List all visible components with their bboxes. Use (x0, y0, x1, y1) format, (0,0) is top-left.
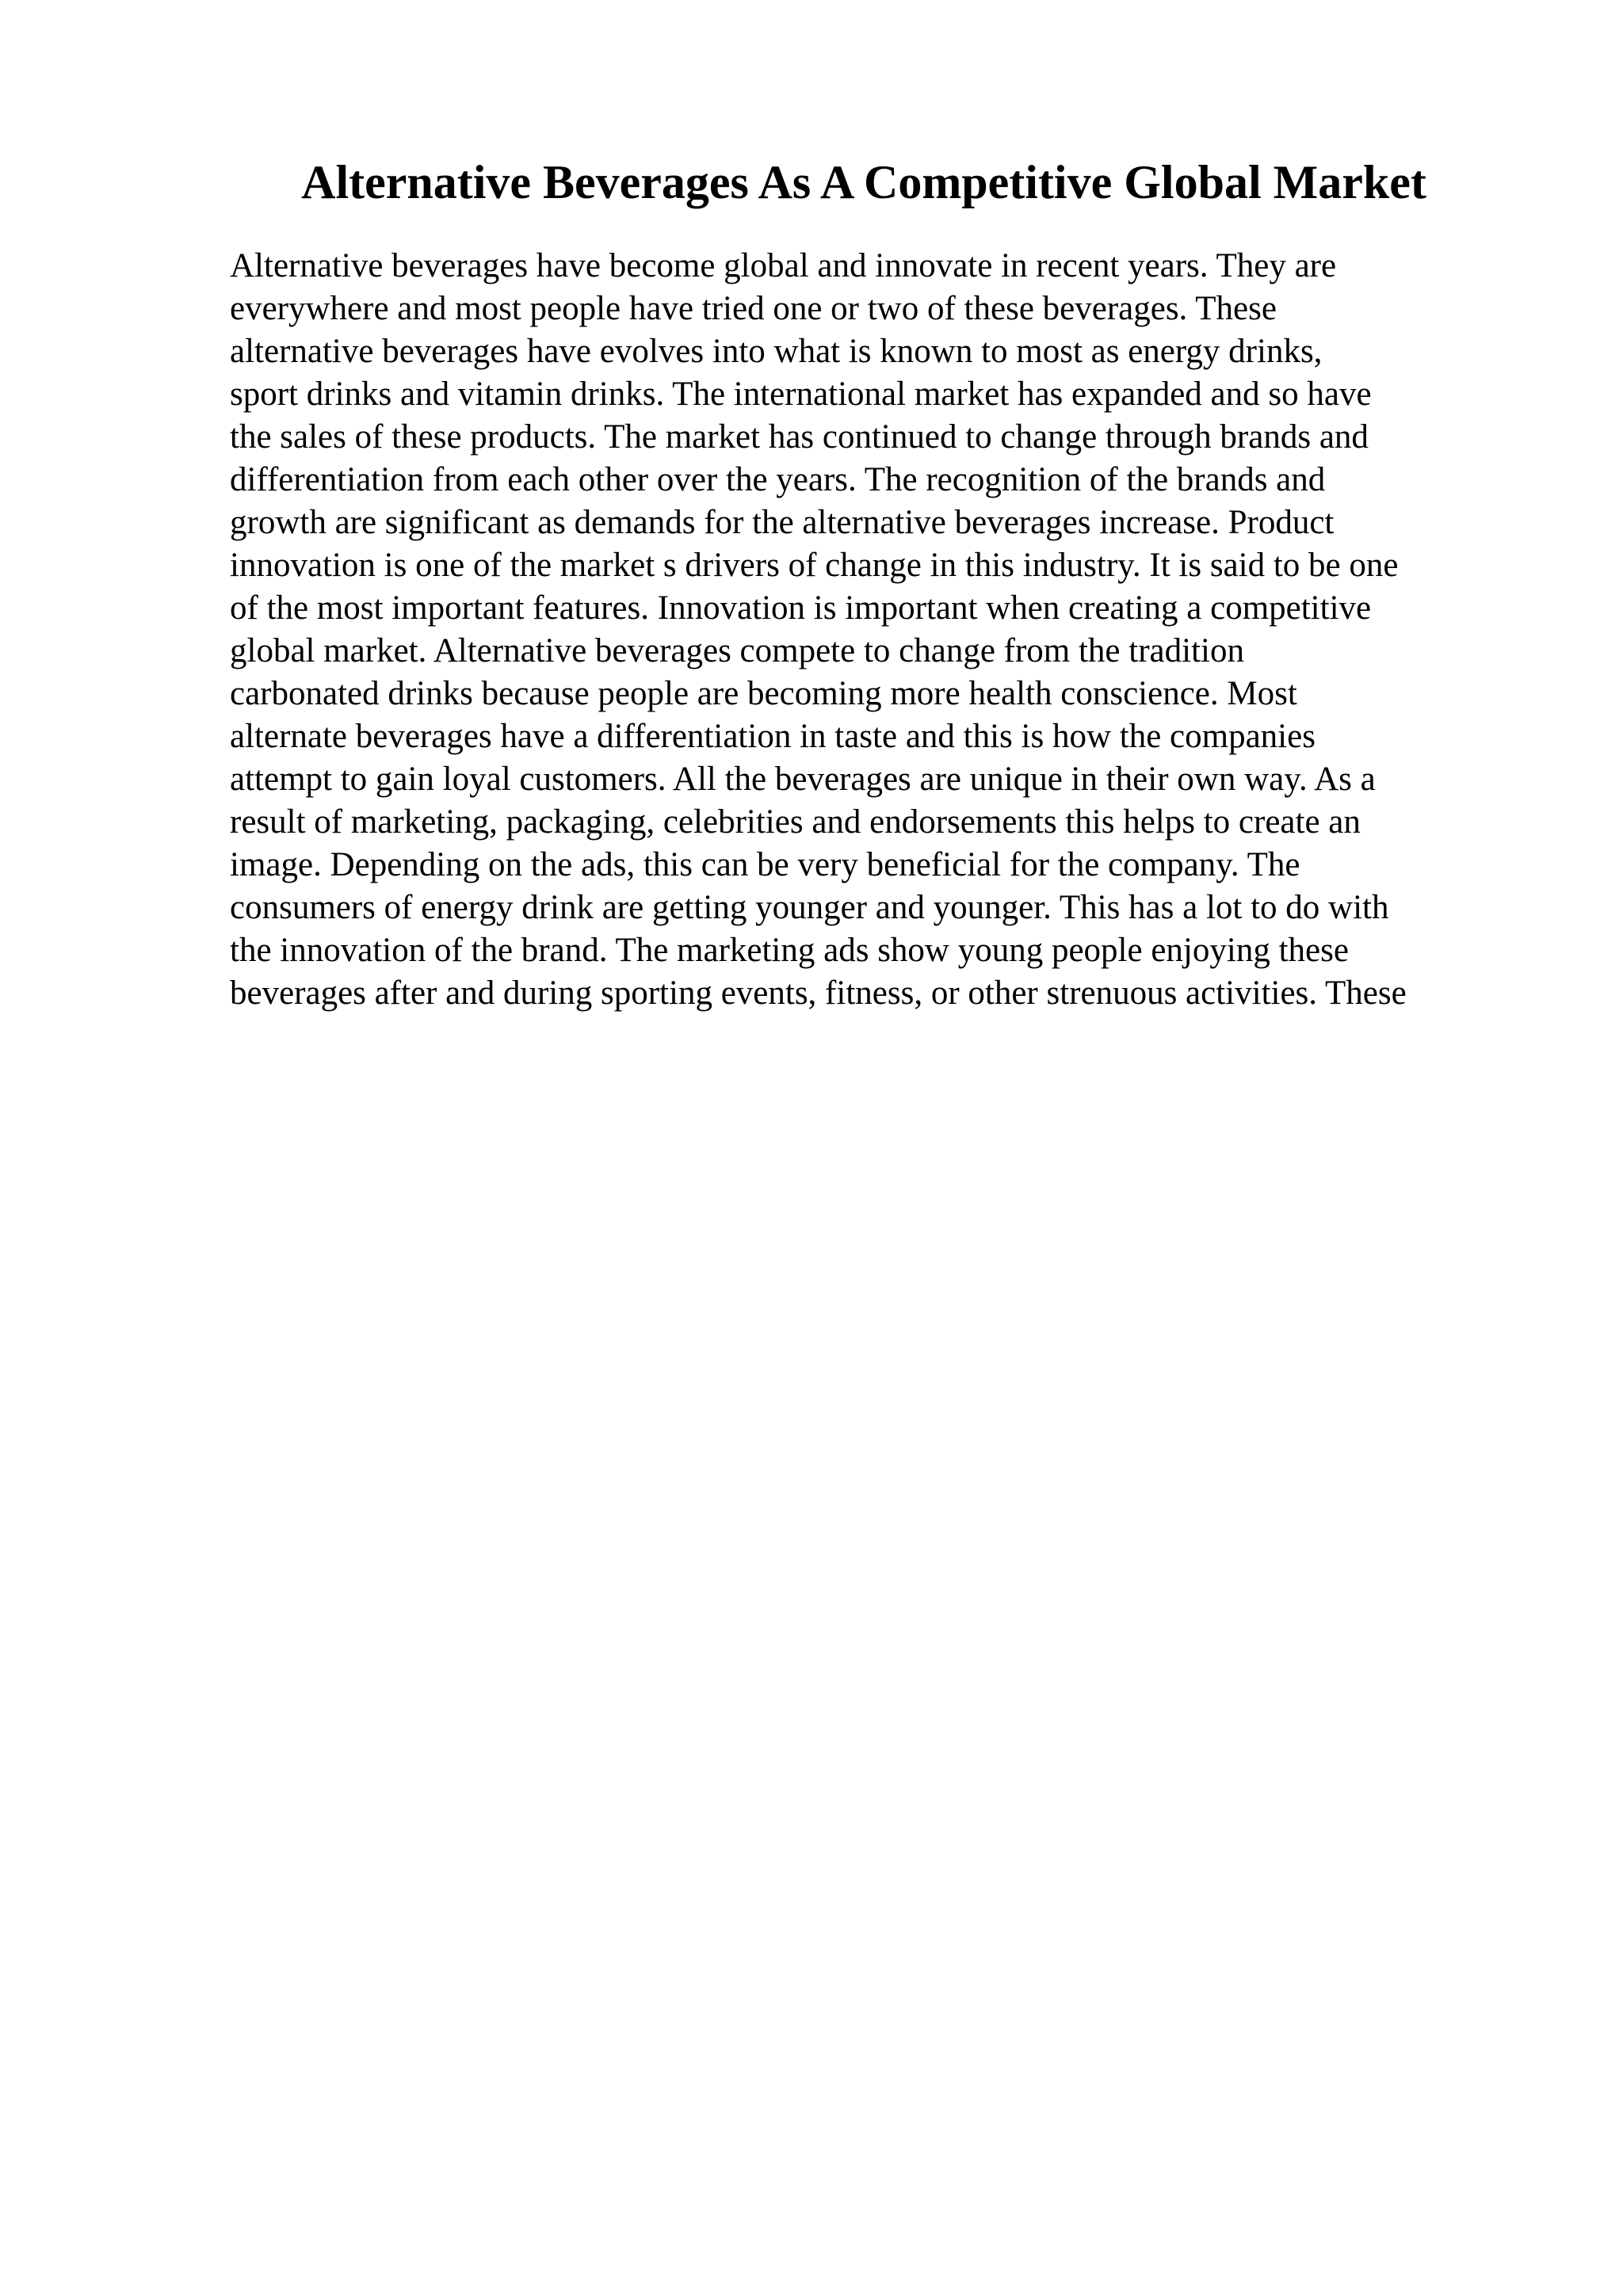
body-line: attempt to gain loyal customers. All the beverages are unique in their own way. As a (230, 761, 1376, 798)
body-line: differentiation from each other over the years. The recognition of the brands and (230, 461, 1326, 498)
body-line: result of marketing, packaging, celebrities and endorsements this helps to create an (230, 803, 1361, 841)
body-line: beverages after and during sporting events, fitness, or other strenuous activities. These (230, 974, 1407, 1012)
body-line: Alternative beverages have become global and innovate in recent years. They are (230, 247, 1337, 284)
body-line: global market. Alternative beverages compete to change from the tradition (230, 632, 1244, 669)
body-line: the innovation of the brand. The marketing ads show young people enjoying these (230, 932, 1349, 969)
body-line: carbonated drinks because people are becoming more health conscience. Most (230, 675, 1297, 712)
body-line: the sales of these products. The market has continued to change through brands and (230, 418, 1369, 456)
body-line: consumers of energy drink are getting younger and younger. This has a lot to do with (230, 889, 1389, 926)
body-line: innovation is one of the market s drivers of change in this industry. It is said to be one (230, 547, 1399, 584)
body-line: alternate beverages have a differentiation in taste and this is how the companies (230, 718, 1316, 755)
document-body (230, 245, 1577, 1015)
document-title: Alternative Beverages As A Competitive Global Market (301, 156, 1426, 208)
body-line: of the most important features. Innovation is important when creating a competitive (230, 589, 1372, 627)
body-line: sport drinks and vitamin drinks. The international market has expanded and so have (230, 376, 1372, 413)
body-line: image. Depending on the ads, this can be very beneficial for the company. The (230, 846, 1300, 883)
body-line: growth are significant as demands for the alternative beverages increase. Product (230, 504, 1335, 541)
body-line: alternative beverages have evolves into what is known to most as energy drinks, (230, 333, 1323, 370)
body-line: everywhere and most people have tried one or two of these beverages. These (230, 290, 1277, 327)
